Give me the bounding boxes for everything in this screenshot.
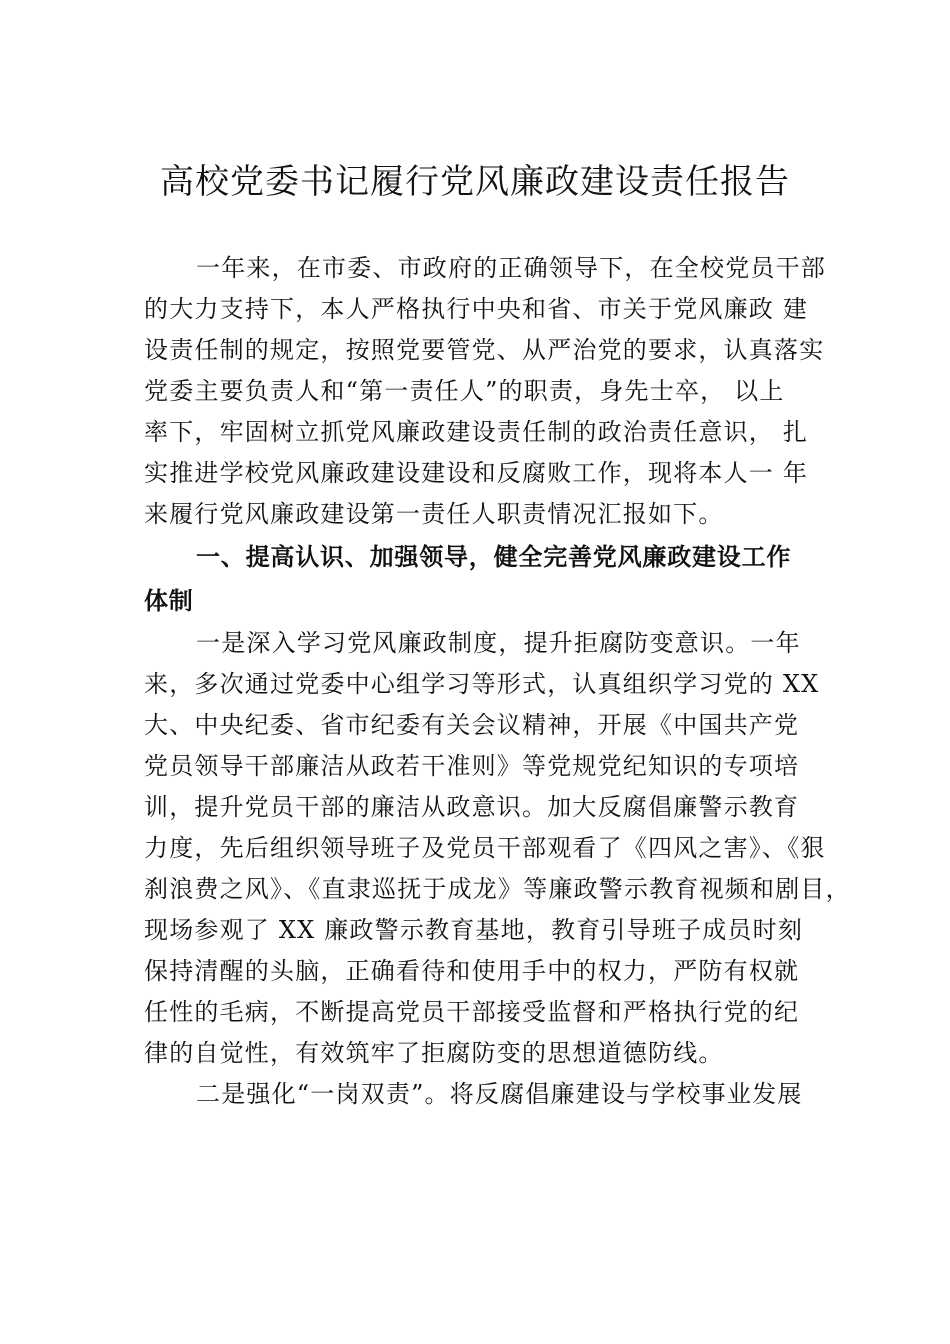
section-heading-continued: 体制: [144, 587, 194, 615]
text-line: 训，提升党员干部的廉洁从政意识。加大反腐倡廉警示教育: [144, 793, 800, 821]
section-heading: 一、提高认识、加强领导，健全完善党风廉政建设工作: [196, 543, 792, 571]
text-line: 二是强化“一岗双责”。将反腐倡廉建设与学校事业发展: [196, 1080, 803, 1108]
text-line: 现场参观了 XX 廉政警示教育基地，教育引导班子成员时刻: [144, 916, 804, 944]
text-line: 一是深入学习党风廉政制度，提升拒腐防变意识。一年: [196, 629, 801, 657]
text-line: 一年来，在市委、市政府的正确领导下，在全校党员干部: [196, 254, 826, 282]
text-line: 的大力支持下，本人严格执行中央和省、市关于党风廉政 建: [144, 295, 809, 323]
text-line: 大、中央纪委、省市纪委有关会议精神，开展《中国共产党: [144, 711, 800, 739]
text-line: 刹浪费之风》、《直隶巡抚于成龙》等廉政警示教育视频和剧目，: [144, 875, 851, 903]
document-body: [144, 248, 851, 1115]
text-line: 党委主要负责人和“第一责任人”的职责，身先士卒， 以上: [144, 377, 785, 405]
text-line: 保持清醒的头脑，正确看待和使用手中的权力，严防有权就: [144, 957, 800, 985]
text-line: 党员领导干部廉洁从政若干准则》等党规党纪知识的专项培: [144, 752, 800, 780]
text-line: 设责任制的规定，按照党要管党、从严治党的要求，认真落实: [144, 336, 825, 364]
text-line: 力度，先后组织领导班子及党员干部观看了《四风之害》、《狠: [144, 834, 826, 862]
text-line: 实推进学校党风廉政建设建设和反腐败工作，现将本人一 年: [144, 459, 809, 487]
text-line: 律的自觉性，有效筑牢了拒腐防变的思想道德防线。: [144, 1039, 724, 1067]
text-line: 来履行党风廉政建设第一责任人职责情况汇报如下。: [144, 500, 724, 528]
text-line: 任性的毛病，不断提高党员干部接受监督和严格执行党的纪: [144, 998, 800, 1026]
text-line: 率下，牢固树立抓党风廉政建设责任制的政治责任意识， 扎: [144, 418, 809, 446]
document-title: 高校党委书记履行党风廉政建设责任报告: [160, 162, 790, 202]
text-line: 来，多次通过党委中心组学习等形式，认真组织学习党的 XX: [144, 670, 820, 698]
